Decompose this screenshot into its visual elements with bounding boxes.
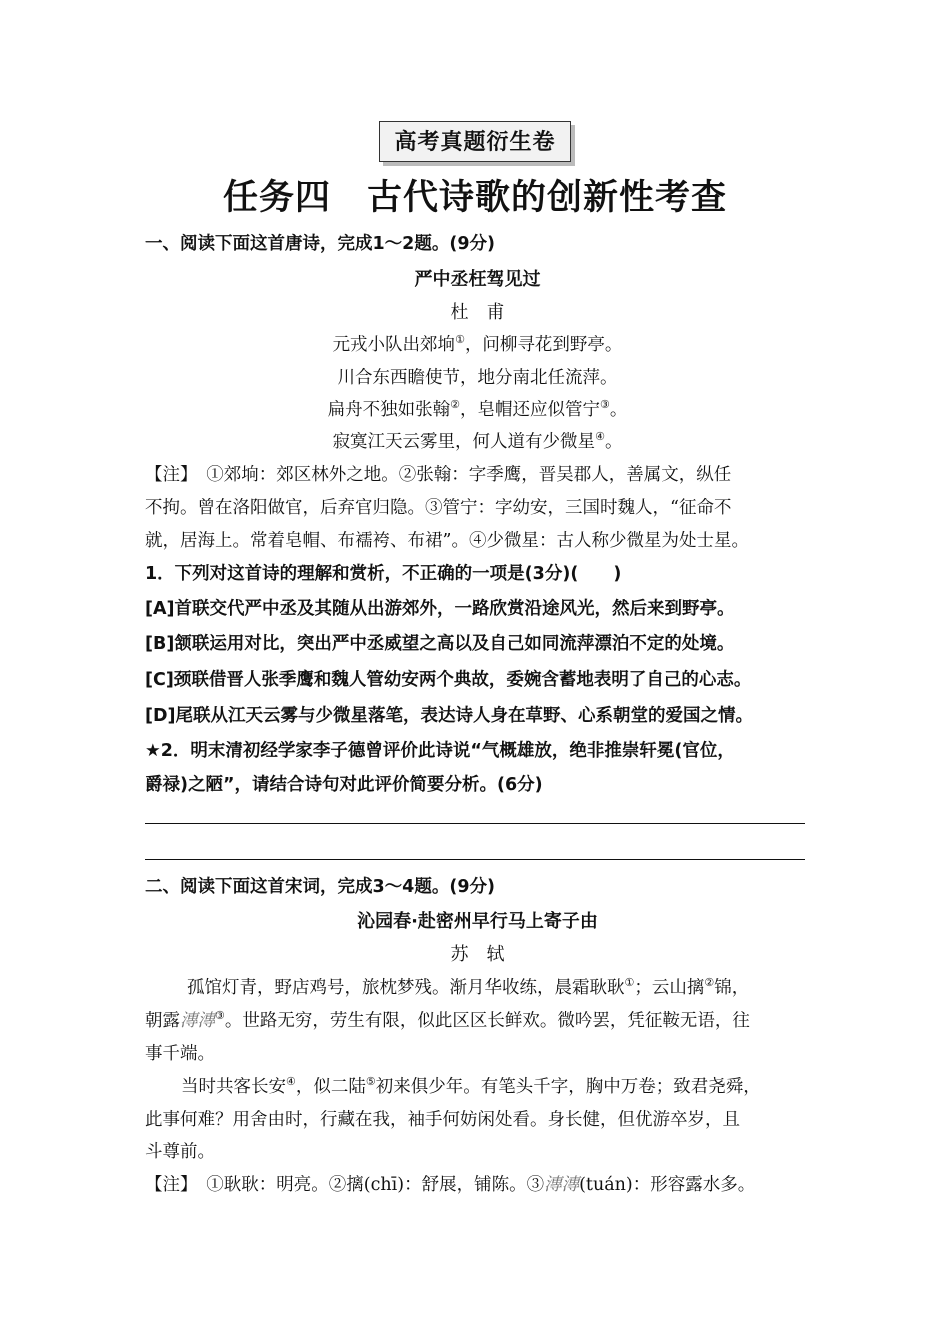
footnote-mark: ④ — [286, 1075, 296, 1089]
footnote-mark: ① — [624, 976, 635, 990]
option-b[interactable]: [B]颔联运用对比，突出严中丞威望之高以及自己如同流萍漂泊不定的处境。 — [145, 634, 735, 654]
poem-text: 元戎小队出郊垧 — [332, 335, 456, 355]
question-2-line-2: 爵禄)之陋”，请结合诗句对此评价简要分析。(6分) — [145, 775, 543, 795]
footnote-mark: ④ — [595, 430, 605, 444]
poem-text: 寂寞江天云雾里，何人道有少微星 — [332, 432, 596, 452]
ci-text: 初来俱少年。有笔头千字，胸中万卷；致君尧舜， — [375, 1077, 761, 1097]
ci-text: 孤馆灯青，野店鸡号，旅枕梦残。渐月华收练，晨霜耿耿 — [187, 978, 625, 998]
ci-text: 当时共客长安 — [181, 1077, 286, 1097]
ci-text: 。世路无穷，劳生有限，似此区区长鲜欢。微吟罢，凭征鞍无语，往 — [224, 1011, 750, 1031]
poem-text: 。 — [604, 432, 623, 452]
ci-para1-line-2 — [145, 1009, 810, 1033]
section1-heading: 一、阅读下面这首唐诗，完成1～2题。(9分) — [145, 234, 496, 254]
rare-character: 漙漙 — [180, 1011, 215, 1031]
note-text: (tuán)：形容露水多。 — [579, 1175, 756, 1195]
answer-line-1[interactable] — [145, 823, 805, 824]
question-1: 1．下列对这首诗的理解和赏析，不正确的一项是(3分)( ) — [145, 564, 622, 584]
footnote-mark: ③ — [600, 398, 610, 412]
poem1-author: 杜 甫 — [450, 302, 505, 323]
answer-line-2[interactable] — [145, 859, 805, 860]
poem-text: 扁舟不独如张翰 — [327, 400, 451, 420]
ci-text: ，似二陆 — [295, 1077, 366, 1097]
badge-container — [0, 121, 950, 162]
poem1-line-2 — [145, 366, 810, 390]
question-2-line-1: ★2．明末清初经学家李子德曾评价此诗说“气概雄放，绝非推崇轩冕(官位， — [145, 741, 735, 761]
footnote-mark: ① — [455, 333, 465, 347]
footnote-mark: ③ — [215, 1009, 225, 1023]
note-line-3: 就，居海上。常着皂帽、布襦袴、布裙”。④少微星：古人称少微星为处士星。 — [145, 531, 749, 551]
ci-text: 锦， — [714, 978, 750, 998]
note-text: 【注】 ①耿耿：明亮。②摛(chī)：舒展，铺陈。③ — [145, 1175, 545, 1195]
section2-heading: 二、阅读下面这首宋词，完成3～4题。(9分) — [145, 877, 496, 897]
page-title: 任务四 古代诗歌的创新性考查 — [222, 178, 727, 218]
option-a[interactable]: [A]首联交代严中丞及其随从出游郊外，一路欣赏沿途风光，然后来到野亭。 — [145, 599, 735, 619]
ci-para1-line-3: 事千端。 — [145, 1044, 215, 1064]
poem-text: ，问柳寻花到野亭。 — [464, 335, 623, 355]
option-c[interactable]: [C]颈联借晋人张季鹰和魏人管幼安两个典故，委婉含蓄地表明了自己的心志。 — [145, 670, 752, 690]
ci-text: 朝露 — [145, 1011, 180, 1031]
footnote-mark: ② — [450, 398, 460, 412]
poem2-title: 沁园春·赴密州早行马上寄子由 — [357, 911, 598, 932]
poem2-author: 苏 轼 — [450, 944, 505, 965]
note-line-2: 不拘。曾在洛阳做官，后弃官归隐。③管宁：字幼安，三国时魏人，“征命不 — [145, 498, 732, 518]
note2-line — [145, 1173, 810, 1197]
rare-character: 漙漙 — [544, 1175, 580, 1195]
poem-text: ，皂帽还应似管宁 — [460, 400, 600, 420]
poem1-line-1 — [145, 333, 810, 357]
poem1-line-4 — [145, 430, 810, 454]
poem-text: 。 — [609, 400, 628, 420]
ci-text: ；云山摛 — [634, 978, 705, 998]
ci-para2-line-2: 此事何难？用舍由时，行藏在我，袖手何妨闲处看。身长健，但优游卒岁，且 — [145, 1110, 740, 1130]
note-line-1: 【注】 ①郊垧：郊区林外之地。②张翰：字季鹰，晋吴郡人，善属文，纵任 — [145, 465, 732, 485]
ci-para1-line-1 — [145, 976, 852, 1000]
footnote-mark: ⑤ — [365, 1075, 376, 1089]
ci-para2-line-3: 斗尊前。 — [145, 1142, 215, 1162]
poem1-line-3 — [145, 398, 810, 422]
option-d[interactable]: [D]尾联从江天云雾与少微星落笔，表达诗人身在草野、心系朝堂的爱国之情。 — [145, 706, 754, 726]
poem1-title: 严中丞枉驾见过 — [414, 269, 541, 290]
exam-badge: 高考真题衍生卷 — [379, 121, 570, 162]
ci-para2-line-1 — [145, 1075, 846, 1099]
footnote-mark: ② — [704, 976, 715, 990]
poem-text: 川合东西瞻使节，地分南北任流萍。 — [337, 368, 618, 388]
